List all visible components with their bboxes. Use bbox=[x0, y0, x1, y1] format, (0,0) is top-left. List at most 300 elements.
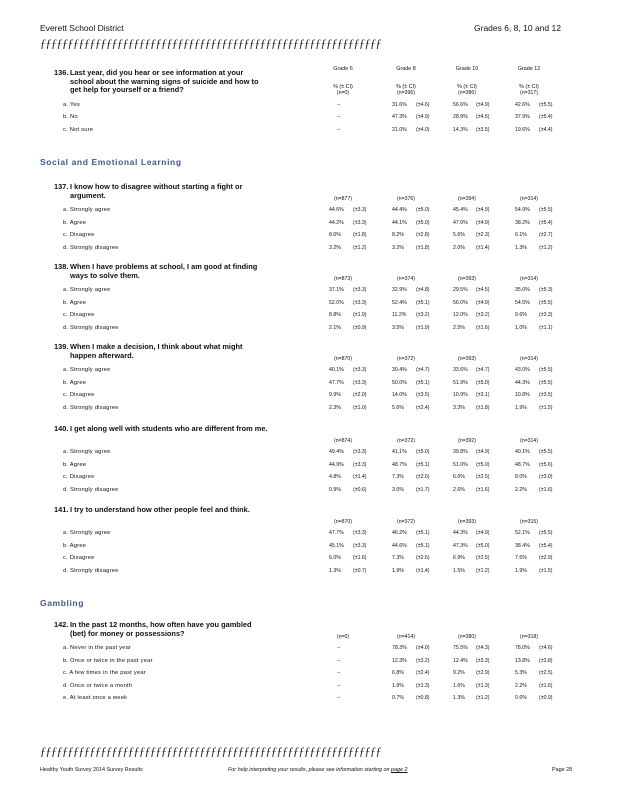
percent-value: 49.4% bbox=[329, 449, 344, 455]
percent-value: -- bbox=[337, 695, 341, 701]
confidence-interval: (±3.5) bbox=[476, 126, 490, 133]
sample-size: (n=393) bbox=[457, 519, 477, 525]
confidence-interval: (±5.3) bbox=[539, 287, 553, 293]
percent-value: 10.9% bbox=[453, 392, 468, 399]
percent-value: 2.1% bbox=[329, 324, 341, 331]
pct-ci-header: % (± CI) bbox=[396, 84, 416, 90]
percent-value: -- bbox=[337, 645, 341, 651]
sample-size: (n=0) bbox=[336, 90, 350, 96]
answer-option-label: c. Not sure bbox=[63, 126, 94, 133]
percent-value: 47.7% bbox=[329, 530, 344, 536]
confidence-interval: (±2.9) bbox=[476, 670, 490, 676]
percent-value: 30.4% bbox=[392, 367, 407, 373]
confidence-interval: (±5.6) bbox=[539, 461, 553, 468]
question-number: 141. bbox=[54, 505, 69, 514]
confidence-interval: (±3.3) bbox=[353, 287, 367, 293]
confidence-interval: (±5.1) bbox=[416, 379, 430, 386]
confidence-interval: (±4.8) bbox=[416, 287, 430, 293]
percent-value: 52.1% bbox=[515, 530, 530, 536]
percent-value: 6.9% bbox=[453, 555, 465, 562]
percent-value: 48.7% bbox=[392, 461, 407, 468]
answer-option-label: b. Agree bbox=[63, 542, 87, 549]
confidence-interval: (±4.9) bbox=[416, 114, 430, 121]
pct-ci-header: % (± CI) bbox=[457, 84, 477, 90]
percent-value: 4.8% bbox=[329, 474, 341, 481]
percent-value: -- bbox=[337, 682, 341, 689]
percent-value: 14.0% bbox=[392, 392, 407, 399]
answer-option-label: c. A few times in the past year bbox=[63, 670, 146, 676]
percent-value: 41.1% bbox=[392, 449, 407, 455]
sample-size: (n=0) bbox=[336, 634, 350, 640]
percent-value: 6.0% bbox=[329, 555, 341, 562]
confidence-interval: (±3.3) bbox=[539, 312, 553, 319]
footer-help-note bbox=[228, 767, 408, 773]
percent-value: 47.7% bbox=[329, 379, 344, 386]
percent-value: 28.9% bbox=[453, 114, 468, 121]
question-text: I know how to disagree without starting a fight or argument. bbox=[70, 182, 243, 200]
percent-value: 48.7% bbox=[515, 461, 530, 468]
percent-value: 19.6% bbox=[515, 126, 530, 133]
confidence-interval: (±3.3) bbox=[353, 449, 367, 455]
sample-size: (n=372) bbox=[396, 438, 416, 444]
answer-option-label: b. Agree bbox=[63, 219, 87, 226]
confidence-interval: (±1.7) bbox=[416, 486, 430, 493]
answer-option-label: d. Strongly disagree bbox=[63, 244, 119, 251]
percent-value: 39.8% bbox=[453, 449, 468, 455]
pct-ci-header: % (± CI) bbox=[519, 84, 539, 90]
confidence-interval: (±2.5) bbox=[476, 474, 490, 481]
confidence-interval: (±1.8) bbox=[476, 404, 490, 411]
percent-value: 56.6% bbox=[453, 102, 468, 108]
confidence-interval: (±1.3) bbox=[416, 682, 430, 689]
confidence-interval: (±0.6) bbox=[353, 486, 367, 493]
answer-option-label: a. Strongly agree bbox=[63, 367, 111, 373]
sample-size: (n=394) bbox=[457, 196, 477, 202]
sample-size: (n=314) bbox=[519, 196, 539, 202]
percent-value: 12.3% bbox=[392, 657, 407, 664]
question-text: When I make a decision, I think about what might happen afterward. bbox=[70, 342, 243, 360]
percent-value: 1.3% bbox=[515, 244, 527, 251]
sample-size: (n=318) bbox=[519, 634, 539, 640]
percent-value: 12.0% bbox=[453, 312, 468, 319]
percent-value: 1.3% bbox=[329, 567, 341, 574]
question-number: 137. bbox=[54, 182, 69, 191]
confidence-interval: (±4.4) bbox=[539, 126, 553, 133]
percent-value: 5.6% bbox=[453, 232, 465, 239]
percent-value: 0.9% bbox=[329, 486, 341, 493]
answer-option-label: b. No bbox=[63, 114, 78, 121]
confidence-interval: (±2.6) bbox=[416, 474, 430, 481]
section-social-emotional-learning: Social and Emotional Learning bbox=[40, 157, 182, 167]
confidence-interval: (±4.0) bbox=[416, 126, 430, 133]
answer-option-label: c. Disagree bbox=[63, 312, 95, 319]
confidence-interval: (±4.9) bbox=[476, 449, 490, 455]
confidence-interval: (±1.4) bbox=[476, 244, 490, 251]
percent-value: 54.9% bbox=[515, 207, 530, 213]
sample-size: (n=314) bbox=[519, 356, 539, 362]
percent-value: 8.8% bbox=[329, 312, 341, 319]
grades-label: Grades 6, 8, 10 and 12 bbox=[474, 23, 561, 33]
grade-column-header: Grade 6 bbox=[333, 66, 353, 72]
question-number: 140. bbox=[54, 424, 69, 433]
confidence-interval: (±2.6) bbox=[416, 555, 430, 562]
percent-value: 40.1% bbox=[515, 449, 530, 455]
question-140-title bbox=[54, 424, 268, 434]
percent-value: 6.6% bbox=[453, 474, 465, 481]
confidence-interval: (±1.3) bbox=[476, 682, 490, 689]
answer-option-label: a. Strongly agree bbox=[63, 287, 111, 293]
confidence-interval: (±3.3) bbox=[353, 367, 367, 373]
percent-value: 44.3% bbox=[515, 379, 530, 386]
percent-value: 32.9% bbox=[392, 287, 407, 293]
confidence-interval: (±0.7) bbox=[353, 567, 367, 574]
confidence-interval: (±5.5) bbox=[539, 207, 553, 213]
confidence-interval: (±0.9) bbox=[539, 695, 553, 701]
answer-option-label: c. Disagree bbox=[63, 232, 95, 239]
percent-value: 51.9% bbox=[453, 379, 468, 386]
grade-column-header: Grade 10 bbox=[455, 66, 479, 72]
percent-value: 1.9% bbox=[392, 682, 404, 689]
question-text: Last year, did you hear or see information at your school about the warning signs of suicide and how to get help for yourself or a friend? bbox=[70, 68, 259, 95]
confidence-interval: (±5.5) bbox=[539, 379, 553, 386]
answer-option-label: b. Agree bbox=[63, 461, 87, 468]
answer-option-label: d. Once or twice a month bbox=[63, 682, 133, 689]
confidence-interval: (±1.6) bbox=[353, 555, 367, 562]
confidence-interval: (±5.1) bbox=[416, 542, 430, 549]
question-number: 138. bbox=[54, 262, 69, 271]
sample-size: (n=414) bbox=[396, 634, 416, 640]
section-gambling: Gambling bbox=[40, 598, 84, 608]
header-rule: ƒƒƒƒƒƒƒƒƒƒƒƒƒƒƒƒƒƒƒƒƒƒƒƒƒƒƒƒƒƒƒƒƒƒƒƒƒƒƒƒƒƒƒƒƒƒƒƒƒƒƒƒƒƒƒƒƒƒƒƒƒƒ bbox=[40, 36, 381, 50]
percent-value: 37.9% bbox=[515, 114, 530, 121]
percent-value: 47.3% bbox=[453, 542, 468, 549]
sample-size: (n=873) bbox=[333, 276, 353, 282]
pct-ci-header: % (± CI) bbox=[333, 84, 353, 90]
question-number: 142. bbox=[54, 620, 69, 629]
confidence-interval: (±5.5) bbox=[539, 299, 553, 306]
confidence-interval: (±5.1) bbox=[416, 461, 430, 468]
percent-value: 13.8% bbox=[515, 657, 530, 664]
percent-value: 3.2% bbox=[329, 244, 341, 251]
percent-value: 6.1% bbox=[515, 232, 527, 239]
percent-value: 1.9% bbox=[515, 567, 527, 574]
percent-value: 1.9% bbox=[515, 404, 527, 411]
answer-option-label: c. Disagree bbox=[63, 474, 95, 481]
answer-option-label: d. Strongly disagree bbox=[63, 324, 119, 331]
confidence-interval: (±1.9) bbox=[416, 324, 430, 331]
percent-value: 3.2% bbox=[392, 244, 404, 251]
percent-value: 1.5% bbox=[453, 567, 465, 574]
percent-value: 3.3% bbox=[453, 404, 465, 411]
percent-value: 7.6% bbox=[515, 555, 527, 562]
percent-value: -- bbox=[337, 657, 341, 664]
question-text: I try to understand how other people feel and think. bbox=[70, 505, 250, 514]
percent-value: 31.6% bbox=[392, 102, 407, 108]
percent-value: 2.5% bbox=[453, 324, 465, 331]
percent-value: 9.6% bbox=[515, 312, 527, 319]
answer-option-label: a. Yes bbox=[63, 102, 80, 108]
sample-size: (n=314) bbox=[519, 276, 539, 282]
percent-value: 44.6% bbox=[329, 207, 344, 213]
confidence-interval: (±2.7) bbox=[539, 232, 553, 239]
percent-value: 50.0% bbox=[392, 379, 407, 386]
question-text: In the past 12 months, how often have you gambled (bet) for money or possessions? bbox=[70, 620, 252, 638]
footer-rule: ƒƒƒƒƒƒƒƒƒƒƒƒƒƒƒƒƒƒƒƒƒƒƒƒƒƒƒƒƒƒƒƒƒƒƒƒƒƒƒƒƒƒƒƒƒƒƒƒƒƒƒƒƒƒƒƒƒƒƒƒƒƒ bbox=[40, 744, 381, 758]
confidence-interval: (±1.6) bbox=[476, 486, 490, 493]
confidence-interval: (±4.5) bbox=[476, 114, 490, 121]
question-138-title bbox=[54, 262, 268, 280]
sample-size: (n=380) bbox=[457, 634, 477, 640]
percent-value: 0.7% bbox=[392, 695, 404, 701]
confidence-interval: (±4.9) bbox=[476, 530, 490, 536]
confidence-interval: (±3.3) bbox=[353, 299, 367, 306]
confidence-interval: (±4.0) bbox=[416, 645, 430, 651]
percent-value: 8.0% bbox=[515, 474, 527, 481]
answer-option-label: c. Disagree bbox=[63, 555, 95, 562]
confidence-interval: (±0.9) bbox=[353, 324, 367, 331]
answer-option-label: d. Strongly disagree bbox=[63, 567, 119, 574]
percent-value: 75.5% bbox=[453, 645, 468, 651]
grade-column-header: Grade 8 bbox=[396, 66, 416, 72]
percent-value: 44.1% bbox=[392, 219, 407, 226]
confidence-interval: (±1.2) bbox=[476, 695, 490, 701]
confidence-interval: (±5.0) bbox=[416, 219, 430, 226]
confidence-interval: (±1.4) bbox=[353, 474, 367, 481]
percent-value: 8.0% bbox=[329, 232, 341, 239]
confidence-interval: (±5.0) bbox=[476, 379, 490, 386]
percent-value: 9.2% bbox=[453, 670, 465, 676]
sample-size: (n=374) bbox=[396, 276, 416, 282]
percent-value: 47.0% bbox=[453, 219, 468, 226]
percent-value: 2.6% bbox=[453, 486, 465, 493]
footer-survey-title: Healthy Youth Survey 2014 Survey Results bbox=[40, 767, 143, 773]
percent-value: -- bbox=[337, 114, 341, 121]
confidence-interval: (±1.6) bbox=[539, 682, 553, 689]
percent-value: 52.0% bbox=[329, 299, 344, 306]
confidence-interval: (±1.6) bbox=[539, 486, 553, 493]
confidence-interval: (±4.6) bbox=[416, 102, 430, 108]
percent-value: 21.0% bbox=[392, 126, 407, 133]
percent-value: 44.3% bbox=[453, 530, 468, 536]
sample-size: (n=874) bbox=[333, 438, 353, 444]
confidence-interval: (±5.0) bbox=[476, 461, 490, 468]
confidence-interval: (±5.0) bbox=[416, 449, 430, 455]
percent-value: 42.6% bbox=[515, 102, 530, 108]
confidence-interval: (±5.4) bbox=[539, 114, 553, 121]
sample-size: (n=376) bbox=[396, 196, 416, 202]
confidence-interval: (±5.5) bbox=[539, 530, 553, 536]
percent-value: 44.6% bbox=[392, 542, 407, 549]
confidence-interval: (±3.1) bbox=[476, 392, 490, 399]
answer-option-label: a. Never in the past year bbox=[63, 645, 132, 651]
percent-value: 2.2% bbox=[515, 486, 527, 493]
confidence-interval: (±2.5) bbox=[476, 555, 490, 562]
grade-column-header: Grade 12 bbox=[517, 66, 541, 72]
confidence-interval: (±4.9) bbox=[476, 102, 490, 108]
percent-value: 46.2% bbox=[392, 530, 407, 536]
confidence-interval: (±3.3) bbox=[353, 207, 367, 213]
answer-option-label: a. Strongly agree bbox=[63, 530, 111, 536]
percent-value: 9.9% bbox=[329, 392, 341, 399]
percent-value: 56.0% bbox=[453, 299, 468, 306]
percent-value: 11.2% bbox=[392, 312, 407, 319]
answer-option-label: c. Disagree bbox=[63, 392, 95, 399]
confidence-interval: (±3.3) bbox=[353, 542, 367, 549]
answer-option-label: b. Agree bbox=[63, 379, 87, 386]
confidence-interval: (±3.2) bbox=[416, 312, 430, 319]
question-text: I get along well with students who are different from me. bbox=[70, 424, 268, 433]
sample-size: (n=393) bbox=[457, 276, 477, 282]
percent-value: 52.4% bbox=[392, 299, 407, 306]
confidence-interval: (±3.3) bbox=[353, 530, 367, 536]
confidence-interval: (±5.0) bbox=[476, 542, 490, 549]
confidence-interval: (±2.4) bbox=[416, 670, 430, 676]
percent-value: 12.4% bbox=[453, 657, 468, 664]
answer-option-label: a. Strongly agree bbox=[63, 207, 111, 213]
answer-option-label: d. Strongly disagree bbox=[63, 404, 119, 411]
confidence-interval: (±5.4) bbox=[539, 542, 553, 549]
percent-value: 47.3% bbox=[392, 114, 407, 121]
confidence-interval: (±3.3) bbox=[476, 657, 490, 664]
percent-value: 8.2% bbox=[392, 232, 404, 239]
percent-value: 6.8% bbox=[392, 670, 404, 676]
percent-value: 35.0% bbox=[515, 287, 530, 293]
answer-option-label: b. Once or twice in the past year bbox=[63, 657, 153, 664]
confidence-interval: (±1.2) bbox=[353, 244, 367, 251]
footer-page-number: Page 28 bbox=[552, 767, 573, 773]
confidence-interval: (±2.4) bbox=[416, 404, 430, 411]
percent-value: 14.3% bbox=[453, 126, 468, 133]
percent-value: 33.6% bbox=[453, 367, 468, 373]
percent-value: -- bbox=[337, 126, 341, 133]
confidence-interval: (±1.9) bbox=[353, 312, 367, 319]
confidence-interval: (±5.1) bbox=[416, 299, 430, 306]
question-number: 136. bbox=[54, 68, 69, 77]
confidence-interval: (±1.8) bbox=[416, 244, 430, 251]
percent-value: 44.2% bbox=[329, 219, 344, 226]
percent-value: 10.8% bbox=[515, 392, 530, 399]
confidence-interval: (±1.5) bbox=[539, 567, 553, 574]
confidence-interval: (±5.5) bbox=[539, 367, 553, 373]
question-142-title bbox=[54, 620, 268, 638]
confidence-interval: (±5.5) bbox=[539, 102, 553, 108]
percent-value: 7.3% bbox=[392, 555, 404, 562]
district-name: Everett School District bbox=[40, 23, 124, 33]
percent-value: 40.1% bbox=[329, 367, 344, 373]
sample-size: (n=315) bbox=[519, 519, 539, 525]
sample-size: (n=877) bbox=[333, 196, 353, 202]
confidence-interval: (±1.0) bbox=[353, 404, 367, 411]
confidence-interval: (±4.7) bbox=[476, 367, 490, 373]
confidence-interval: (±1.6) bbox=[476, 324, 490, 331]
confidence-interval: (±3.2) bbox=[416, 657, 430, 664]
confidence-interval: (±4.3) bbox=[476, 645, 490, 651]
confidence-interval: (±2.8) bbox=[416, 232, 430, 239]
sample-size: (n=870) bbox=[333, 519, 353, 525]
question-text: When I have problems at school, I am good at finding ways to solve them. bbox=[70, 262, 258, 280]
percent-value: 78.3% bbox=[392, 645, 407, 651]
percent-value: 51.0% bbox=[453, 461, 468, 468]
sample-size: (n=317) bbox=[519, 90, 539, 96]
percent-value: 2.0% bbox=[453, 244, 465, 251]
confidence-interval: (±5.1) bbox=[416, 530, 430, 536]
percent-value: 3.0% bbox=[392, 486, 404, 493]
answer-option-label: b. Agree bbox=[63, 299, 87, 306]
percent-value: 38.4% bbox=[515, 542, 530, 549]
confidence-interval: (±1.5) bbox=[539, 404, 553, 411]
confidence-interval: (±5.0) bbox=[416, 207, 430, 213]
confidence-interval: (±3.5) bbox=[539, 392, 553, 399]
percent-value: 44.9% bbox=[329, 461, 344, 468]
footer-help-text: For help interpreting your results, please see information starting on bbox=[228, 767, 390, 773]
confidence-interval: (±3.3) bbox=[353, 461, 367, 468]
percent-value: 1.0% bbox=[515, 324, 527, 331]
confidence-interval: (±1.4) bbox=[416, 567, 430, 574]
confidence-interval: (±3.0) bbox=[539, 474, 553, 481]
confidence-interval: (±4.7) bbox=[416, 367, 430, 373]
question-number: 139. bbox=[54, 342, 69, 351]
confidence-interval: (±4.9) bbox=[476, 219, 490, 226]
percent-value: 54.5% bbox=[515, 299, 530, 306]
confidence-interval: (±2.0) bbox=[353, 392, 367, 399]
answer-option-label: d. Strongly disagree bbox=[63, 486, 119, 493]
footer-page-link[interactable]: page 2 bbox=[391, 767, 408, 773]
sample-size: (n=393) bbox=[457, 356, 477, 362]
sample-size: (n=392) bbox=[457, 438, 477, 444]
confidence-interval: (±2.9) bbox=[539, 555, 553, 562]
percent-value: 29.5% bbox=[453, 287, 468, 293]
confidence-interval: (±3.2) bbox=[476, 312, 490, 319]
sample-size: (n=870) bbox=[333, 356, 353, 362]
percent-value: 2.2% bbox=[515, 682, 527, 689]
percent-value: 44.4% bbox=[392, 207, 407, 213]
question-136-title bbox=[54, 68, 268, 95]
confidence-interval: (±1.8) bbox=[353, 232, 367, 239]
confidence-interval: (±3.8) bbox=[539, 657, 553, 664]
percent-value: 1.6% bbox=[453, 682, 465, 689]
percent-value: 7.3% bbox=[392, 474, 404, 481]
sample-size: (n=386) bbox=[457, 90, 477, 96]
percent-value: 1.9% bbox=[392, 567, 404, 574]
percent-value: 0.6% bbox=[515, 695, 527, 701]
percent-value: 37.1% bbox=[329, 287, 344, 293]
percent-value: -- bbox=[337, 102, 341, 108]
percent-value: 2.3% bbox=[329, 404, 341, 411]
percent-value: 5.3% bbox=[515, 670, 527, 676]
confidence-interval: (±4.9) bbox=[476, 207, 490, 213]
percent-value: 5.6% bbox=[392, 404, 404, 411]
sample-size: (n=314) bbox=[519, 438, 539, 444]
percent-value: 78.0% bbox=[515, 645, 530, 651]
percent-value: -- bbox=[337, 670, 341, 676]
percent-value: 45.4% bbox=[453, 207, 468, 213]
answer-option-label: e. At least once a week bbox=[63, 695, 128, 701]
confidence-interval: (±3.3) bbox=[353, 219, 367, 226]
confidence-interval: (±1.1) bbox=[539, 324, 553, 331]
percent-value: 43.0% bbox=[515, 367, 530, 373]
percent-value: 38.2% bbox=[515, 219, 530, 226]
question-141-title bbox=[54, 505, 268, 515]
percent-value: 3.5% bbox=[392, 324, 404, 331]
confidence-interval: (±2.3) bbox=[476, 232, 490, 239]
confidence-interval: (±3.5) bbox=[416, 392, 430, 399]
confidence-interval: (±0.8) bbox=[416, 695, 430, 701]
confidence-interval: (±4.6) bbox=[539, 645, 553, 651]
confidence-interval: (±4.9) bbox=[476, 299, 490, 306]
confidence-interval: (±5.5) bbox=[539, 449, 553, 455]
confidence-interval: (±5.4) bbox=[539, 219, 553, 226]
confidence-interval: (±3.3) bbox=[353, 379, 367, 386]
